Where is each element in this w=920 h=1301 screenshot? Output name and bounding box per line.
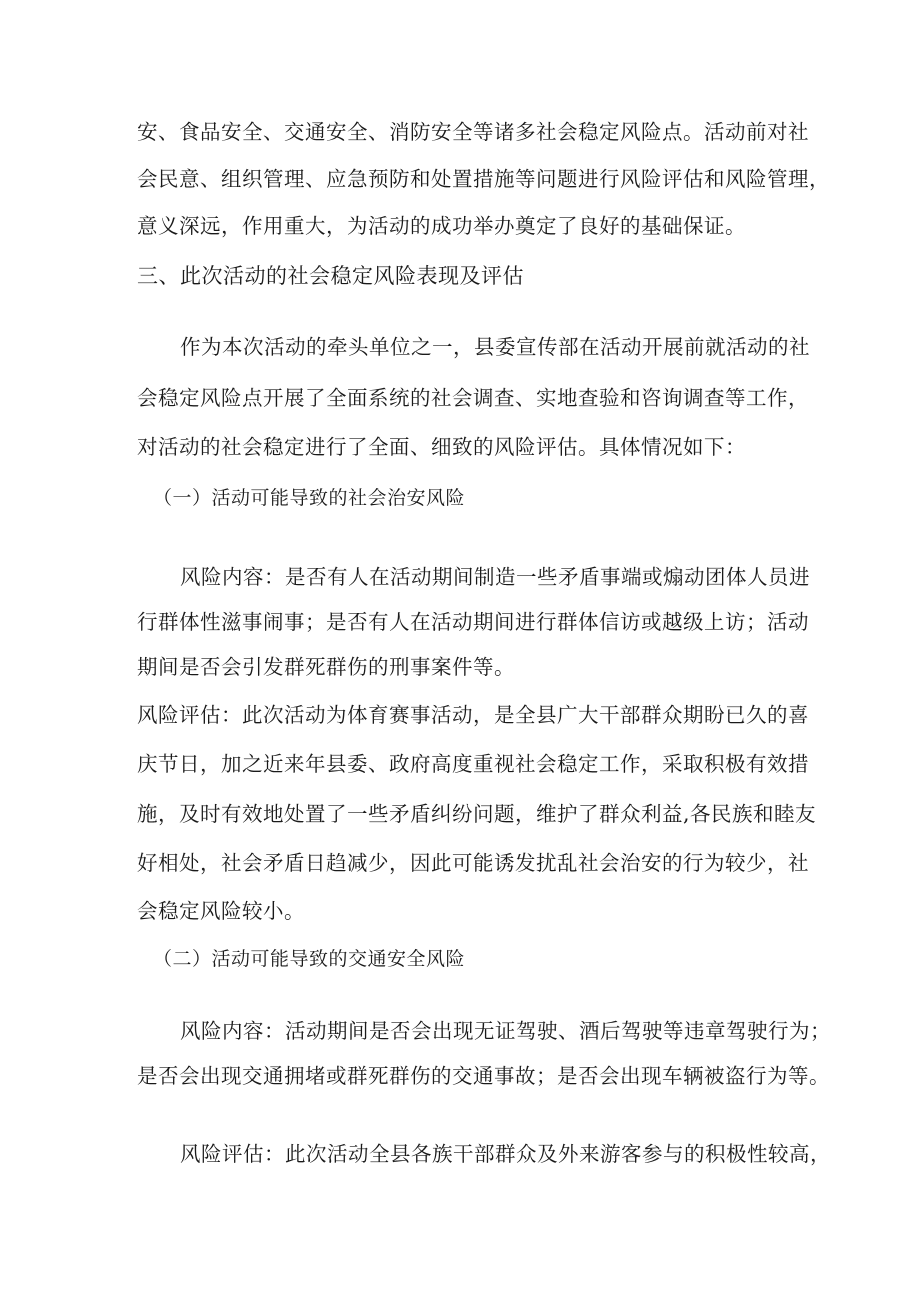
- paragraph-line: 风险内容：活动期间是否会出现无证驾驶、酒后驾驶等违章驾驶行为；: [180, 1019, 831, 1043]
- paragraph-line: 会稳定风险点开展了全面系统的社会调查、实地查验和咨询调查等工作，: [137, 386, 809, 410]
- subsection-heading: （二）活动可能导致的交通安全风险: [153, 948, 466, 970]
- paragraph-line: 行群体性滋事闹事；是否有人在活动期间进行群体信访或越级上访；活动: [137, 610, 809, 634]
- paragraph-line: 风险评估：此次活动为体育赛事活动，是全县广大干部群众期盼已久的喜: [137, 703, 809, 727]
- paragraph-line: 期间是否会引发群死群伤的刑事案件等。: [137, 655, 515, 679]
- paragraph-line: 好相处，社会矛盾日趋减少，因此可能诱发扰乱社会治安的行为较少，社: [137, 851, 809, 875]
- paragraph-line: 作为本次活动的牵头单位之一，县委宣传部在活动开展前就活动的社: [180, 335, 810, 359]
- paragraph-line: 会稳定风险较小。: [137, 899, 305, 923]
- paragraph-line: 对活动的社会稳定进行了全面、细致的风险评估。具体情况如下：: [137, 435, 746, 459]
- paragraph-line: 风险内容：是否有人在活动期间制造一些矛盾事端或煽动团体人员进: [180, 565, 810, 589]
- paragraph-line: 施，及时有效地处置了一些矛盾纠纷问题，维护了群众利益,各民族和睦友: [137, 802, 817, 826]
- section-heading: 三、此次活动的社会稳定风险表现及评估: [137, 264, 524, 288]
- paragraph-line: 是否会出现交通拥堵或群死群伤的交通事故；是否会出现车辆被盗行为等。: [137, 1064, 830, 1088]
- paragraph-line: 风险评估：此次活动全县各族干部群众及外来游客参与的积极性较高，: [180, 1142, 831, 1166]
- paragraph-line: 会民意、组织管理、应急预防和处置措施等问题进行风险评估和风险管理，: [137, 167, 830, 191]
- paragraph-line: 庆节日，加之近来年县委、政府高度重视社会稳定工作，采取积极有效措: [137, 752, 809, 776]
- paragraph-line: 安、食品安全、交通安全、消防安全等诸多社会稳定风险点。活动前对社: [137, 120, 809, 144]
- paragraph-line: 意义深远，作用重大，为活动的成功举办奠定了良好的基础保证。: [137, 214, 746, 238]
- subsection-heading: （一）活动可能导致的社会治安风险: [153, 487, 466, 509]
